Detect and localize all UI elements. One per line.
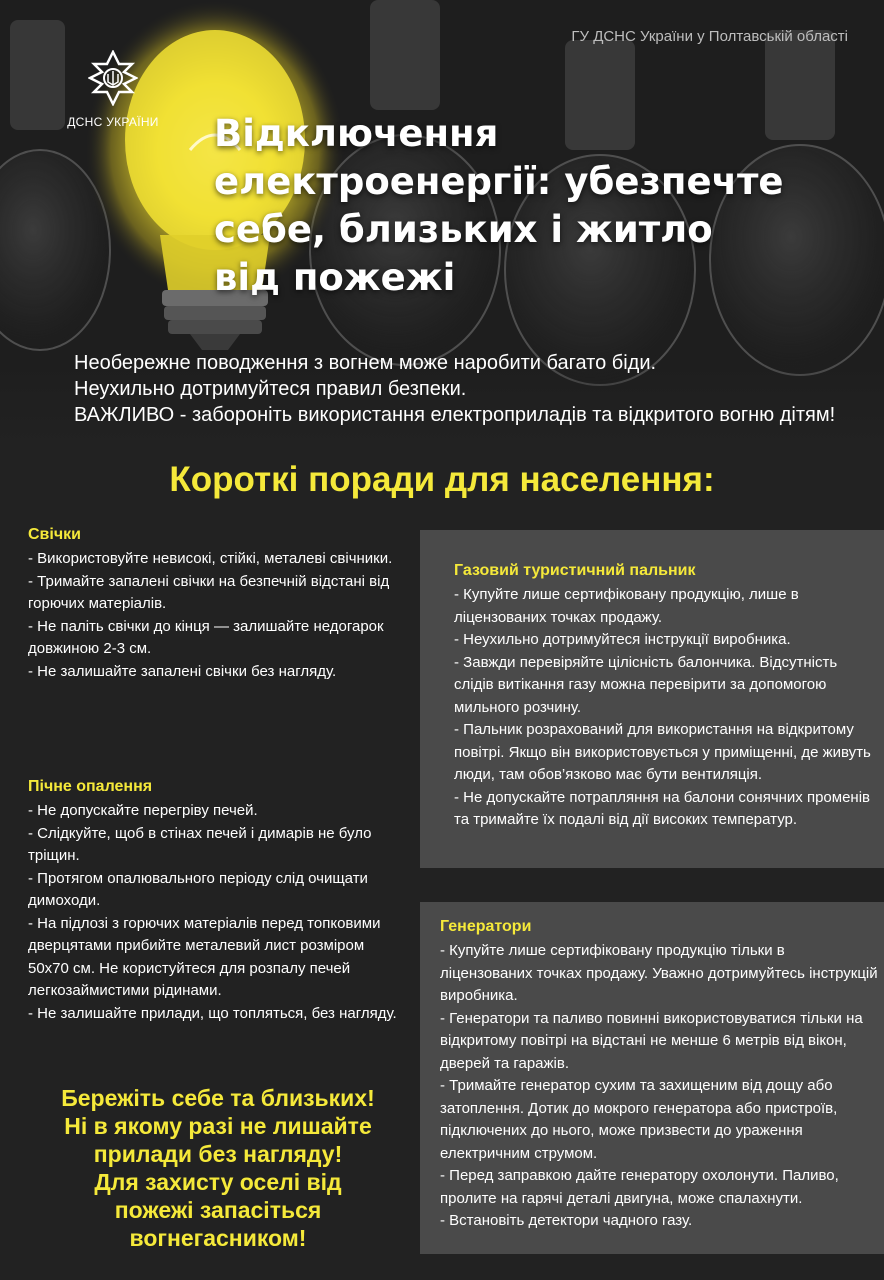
list-item: - Купуйте лише сертифіковану продукцію, лише в ліцензованих точках продажу. — [454, 586, 799, 626]
closing-message — [20, 1084, 416, 1252]
closing-line: Бережіть себе та близьких! — [61, 1085, 375, 1111]
closing-line: пожежі запасіться — [114, 1197, 322, 1223]
logo — [58, 50, 168, 129]
list-item: - Тримайте генератор сухим та захищеним від дощу або затоплення. Дотик до мокрого генератора або пристроїв, підключених до нього, може призвести до ураження електричним струмом. — [440, 1077, 838, 1162]
logo-caption: ДСНС УКРАЇНИ — [67, 115, 159, 129]
list-item: - Неухильно дотримуйтеся інструкції виробника. — [454, 631, 791, 648]
section-candles — [28, 526, 408, 683]
bullet-list — [440, 940, 880, 1233]
closing-line: прилади без нагляду! — [93, 1141, 343, 1167]
section-stove-heating — [28, 778, 408, 1025]
list-item: - Перед заправкою дайте генератору охолонути. Паливо, пролите на гарячі деталі двигуна, може спалахнути. — [440, 1167, 839, 1207]
closing-line: вогнегасником! — [129, 1225, 307, 1251]
closing-line: Ні в якому разі не лишайте — [64, 1113, 372, 1139]
bullet-list — [454, 584, 878, 832]
section-title: Генератори — [440, 918, 532, 935]
list-item: - Встановіть детектори чадного газу. — [440, 1212, 693, 1229]
list-item: - Протягом опалювального періоду слід очищати димоходи. — [28, 869, 368, 909]
list-item: - На підлозі з горючих матеріалів перед топковими дверцятами прибийте металевий лист розміром 50х70 см. Не користуйтеся для розпалу печей легкозаймистими рідинами. — [28, 914, 381, 999]
section-title: Газовий туристичний пальник — [454, 562, 696, 579]
list-item: - Не залишайте запалені свічки без нагляду. — [28, 662, 337, 680]
section-gas-burner — [420, 530, 884, 868]
section-generators — [420, 902, 884, 1254]
list-item: - Не залишайте прилади, що топляться, без нагляду. — [28, 1004, 397, 1022]
section-title: Свічки — [28, 526, 81, 543]
list-item: - Не допускайте перегріву печей. — [28, 802, 258, 819]
section-title: Пічне опалення — [28, 778, 153, 795]
list-item: - Слідкуйте, щоб в стінах печей і димарів не було тріщин. — [28, 824, 372, 864]
list-item: - Завжди перевіряйте цілісність балончика. Відсутність слідів витікання газу можна перевірити за допомогою мильного розчину. — [454, 653, 838, 716]
bullet-list — [28, 548, 408, 683]
list-item: - Генератори та паливо повинні використовуватися тільки на відкритому повітрі на відстані не менше 6 метрів від вікон, дверей та гаражів. — [440, 1009, 863, 1072]
intro-line: ВАЖЛИВО - забороніть використання електроприладів та відкритого вогню дітям! — [74, 404, 836, 426]
list-item: - Купуйте лише сертифіковану продукцію тільки в ліцензованих точках продажу. Уважно дотримуйтесь інструкцій виробника. — [440, 942, 878, 1004]
page-title: Відключення електроенергії: убезпечте себе, близьких і житло від пожежі — [214, 112, 784, 299]
intro-line: Неухильно дотримуйтеся правил безпеки. — [74, 378, 467, 400]
tips-heading: Короткі поради для населення: — [169, 460, 715, 499]
dsns-emblem-icon — [88, 50, 138, 106]
list-item: - Тримайте запалені свічки на безпечній відстані від горючих матеріалів. — [28, 572, 390, 612]
list-item: - Пальник розрахований для використання на відкритому повітрі. Якщо він використовується у приміщенні, де живуть люди, там обов’язково має бути вентиляція. — [454, 721, 871, 783]
intro-line: Необережне поводження з вогнем може наробити багато біди. — [74, 352, 657, 374]
intro-text — [74, 350, 864, 428]
bullet-list — [28, 800, 408, 1025]
list-item: - Не паліть свічки до кінця — залишайте недогарок довжиною 2-3 см. — [28, 617, 384, 657]
list-item: - Не допускайте потрапляння на балони сонячних променів та тримайте їх подалі від дії високих температур. — [454, 788, 871, 828]
list-item: - Використовуйте невисокі, стійкі, металеві свічники. — [28, 550, 393, 567]
agency-name: ГУ ДСНС України у Полтавській області — [571, 28, 848, 45]
closing-line: Для захисту оселі від — [94, 1169, 342, 1195]
